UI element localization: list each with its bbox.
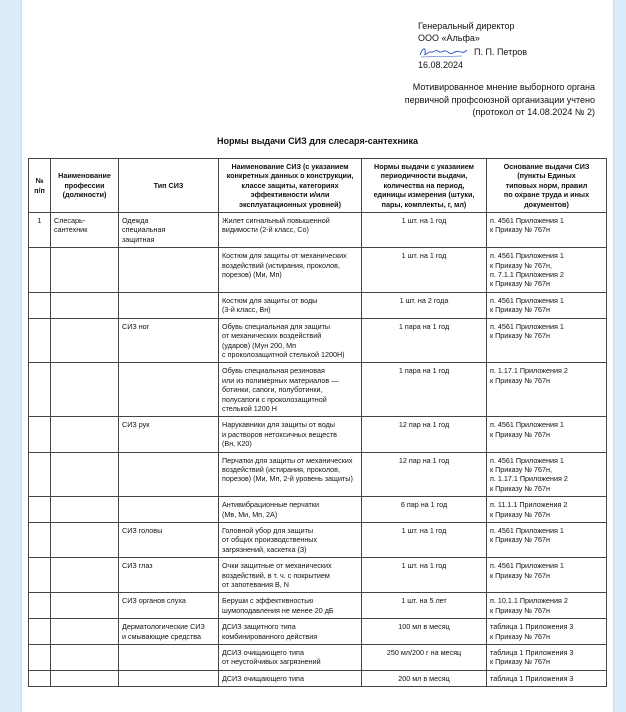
cell-basis: таблица 1 Приложения 3 bbox=[487, 670, 607, 686]
table-row bbox=[29, 645, 607, 671]
cell-profession bbox=[51, 619, 119, 645]
cell-basis: таблица 1 Приложения 3 к Приказу № 767н bbox=[487, 645, 607, 671]
norms-table bbox=[28, 158, 607, 687]
cell-ppe-name: ДСИЗ защитного типа комбинированного действия bbox=[219, 619, 362, 645]
cell-num bbox=[29, 363, 51, 417]
cell-num bbox=[29, 645, 51, 671]
header-ppe-type: Тип СИЗ bbox=[119, 159, 219, 213]
cell-num bbox=[29, 593, 51, 619]
cell-ppe-type bbox=[119, 670, 219, 686]
cell-profession bbox=[51, 318, 119, 363]
cell-profession bbox=[51, 670, 119, 686]
cell-ppe-name: Беруши с эффективностью шумоподавления не менее 20 дБ bbox=[219, 593, 362, 619]
cell-ppe-type bbox=[119, 452, 219, 497]
table-row bbox=[29, 670, 607, 686]
cell-norm: 100 мл в месяц bbox=[362, 619, 487, 645]
approval-date: 16.08.2024 bbox=[418, 60, 464, 70]
cell-ppe-type bbox=[119, 363, 219, 417]
cell-num bbox=[29, 670, 51, 686]
table-row bbox=[29, 523, 607, 558]
cell-ppe-name: Нарукавники для защиты от воды и растворов нетоксичных веществ (Вн, К20) bbox=[219, 417, 362, 452]
cell-num bbox=[29, 417, 51, 452]
cell-profession bbox=[51, 417, 119, 452]
cell-profession bbox=[51, 248, 119, 293]
cell-ppe-name: Антивибрационные перчатки (Мв, Ми, Мп, 2А) bbox=[219, 497, 362, 523]
cell-ppe-type: Дерматологические СИЗ и смывающие средства bbox=[119, 619, 219, 645]
cell-num bbox=[29, 523, 51, 558]
cell-ppe-name: Костюм для защиты от воды (3-й класс, Вн) bbox=[219, 292, 362, 318]
cell-basis: п. 4561 Приложения 1 к Приказу № 767н bbox=[487, 523, 607, 558]
approval-block bbox=[418, 20, 527, 71]
cell-ppe-type: СИЗ ног bbox=[119, 318, 219, 363]
motivated-line-3: (протокол от 14.08.2024 № 2) bbox=[472, 107, 595, 117]
cell-ppe-name: Обувь специальная для защиты от механических воздействий (ударов) (Мун 200, Мп с проколозащитной стелькой 1200Н) bbox=[219, 318, 362, 363]
cell-basis: п. 4561 Приложения 1 к Приказу № 767н bbox=[487, 417, 607, 452]
signature-line bbox=[418, 45, 527, 59]
cell-norm: 12 пар на 1 год bbox=[362, 452, 487, 497]
cell-norm: 1 шт. на 1 год bbox=[362, 523, 487, 558]
document-page bbox=[22, 0, 613, 712]
cell-basis: п. 10.1.1 Приложения 2 к Приказу № 767н bbox=[487, 593, 607, 619]
cell-norm: 1 шт. на 1 год bbox=[362, 248, 487, 293]
cell-profession: Слесарь- сантехник bbox=[51, 213, 119, 248]
cell-num bbox=[29, 558, 51, 593]
table-body bbox=[29, 213, 607, 687]
motivated-line-1: Мотивированное мнение выборного органа bbox=[412, 82, 595, 92]
header-basis: Основание выдачи СИЗ (пункты Единых типовых норм, правил по охране труда и иных документов) bbox=[487, 159, 607, 213]
cell-norm: 250 мл/200 г на месяц bbox=[362, 645, 487, 671]
cell-num bbox=[29, 497, 51, 523]
handwritten-signature bbox=[418, 45, 468, 59]
cell-basis: таблица 1 Приложения 3 к Приказу № 767н bbox=[487, 619, 607, 645]
cell-profession bbox=[51, 593, 119, 619]
cell-norm: 1 пара на 1 год bbox=[362, 318, 487, 363]
cell-norm: 12 пар на 1 год bbox=[362, 417, 487, 452]
header-profession: Наименование профессии (должности) bbox=[51, 159, 119, 213]
cell-ppe-type: СИЗ головы bbox=[119, 523, 219, 558]
cell-profession bbox=[51, 363, 119, 417]
cell-profession bbox=[51, 558, 119, 593]
cell-profession bbox=[51, 497, 119, 523]
cell-ppe-type bbox=[119, 292, 219, 318]
cell-num bbox=[29, 292, 51, 318]
cell-ppe-name: ДСИЗ очищающего типа от неустойчивых загрязнений bbox=[219, 645, 362, 671]
cell-norm: 1 шт. на 2 года bbox=[362, 292, 487, 318]
cell-basis: п. 11.1.1 Приложения 2 к Приказу № 767н bbox=[487, 497, 607, 523]
cell-norm: 1 шт. на 1 год bbox=[362, 213, 487, 248]
cell-profession bbox=[51, 292, 119, 318]
cell-basis: п. 4561 Приложения 1 к Приказу № 767н bbox=[487, 318, 607, 363]
cell-num bbox=[29, 619, 51, 645]
cell-norm: 1 шт. на 1 год bbox=[362, 558, 487, 593]
document-title: Нормы выдачи СИЗ для слесаря-сантехника bbox=[216, 136, 419, 146]
table-row bbox=[29, 497, 607, 523]
cell-num bbox=[29, 318, 51, 363]
cell-basis: п. 4561 Приложения 1 к Приказу № 767н, п. 7.1.1 Приложения 2 к Приказу № 767н bbox=[487, 248, 607, 293]
cell-norm: 1 шт. на 5 лет bbox=[362, 593, 487, 619]
header-num: № п/п bbox=[29, 159, 51, 213]
header-ppe-name: Наименование СИЗ (с указанием конкретных данных о конструкции, классе защиты, категориях эффективности и/или эксплуатационных уровней) bbox=[219, 159, 362, 213]
cell-ppe-type bbox=[119, 497, 219, 523]
cell-ppe-name: Обувь специальная резиновая или из полимерных материалов — ботинки, сапоги, полуботинки, полусапоги с проколозащитной стелькой 1200 Н bbox=[219, 363, 362, 417]
cell-profession bbox=[51, 523, 119, 558]
cell-basis: п. 4561 Приложения 1 к Приказу № 767н bbox=[487, 558, 607, 593]
cell-ppe-name: Костюм для защиты от механических воздействий (истирания, проколов, порезов) (Ми, Мп) bbox=[219, 248, 362, 293]
table-row bbox=[29, 292, 607, 318]
cell-basis: п. 1.17.1 Приложения 2 к Приказу № 767н bbox=[487, 363, 607, 417]
cell-num bbox=[29, 248, 51, 293]
table-row bbox=[29, 417, 607, 452]
cell-ppe-type bbox=[119, 645, 219, 671]
cell-num: 1 bbox=[29, 213, 51, 248]
cell-ppe-name: Головной убор для защиты от общих производственных загрязнений, каскетка (З) bbox=[219, 523, 362, 558]
cell-basis: п. 4561 Приложения 1 к Приказу № 767н bbox=[487, 213, 607, 248]
table-header-row bbox=[29, 159, 607, 213]
cell-num bbox=[29, 452, 51, 497]
cell-basis: п. 4561 Приложения 1 к Приказу № 767н, п. 1.17.1 Приложения 2 к Приказу № 767н bbox=[487, 452, 607, 497]
table-row bbox=[29, 248, 607, 293]
table-row bbox=[29, 213, 607, 248]
motivated-opinion bbox=[355, 81, 595, 119]
table-row bbox=[29, 558, 607, 593]
cell-norm: 1 пара на 1 год bbox=[362, 363, 487, 417]
cell-norm: 200 мл в месяц bbox=[362, 670, 487, 686]
table-row bbox=[29, 363, 607, 417]
approval-company: ООО «Альфа» bbox=[418, 33, 480, 43]
cell-profession bbox=[51, 645, 119, 671]
cell-profession bbox=[51, 452, 119, 497]
cell-ppe-type: Одежда специальная защитная bbox=[119, 213, 219, 248]
cell-ppe-type: СИЗ рук bbox=[119, 417, 219, 452]
table-row bbox=[29, 452, 607, 497]
cell-ppe-type: СИЗ органов слуха bbox=[119, 593, 219, 619]
approval-position: Генеральный директор bbox=[418, 21, 515, 31]
table-row bbox=[29, 593, 607, 619]
cell-ppe-type bbox=[119, 248, 219, 293]
approval-signer: П. П. Петров bbox=[474, 47, 528, 57]
cell-ppe-name: Жилет сигнальный повышенной видимости (2-й класс, Со) bbox=[219, 213, 362, 248]
cell-ppe-name: Очки защитные от механических воздействий, в т. ч. с покрытием от запотевания В, N bbox=[219, 558, 362, 593]
cell-basis: п. 4561 Приложения 1 к Приказу № 767н bbox=[487, 292, 607, 318]
cell-norm: 6 пар на 1 год bbox=[362, 497, 487, 523]
table-row bbox=[29, 619, 607, 645]
table-row bbox=[29, 318, 607, 363]
cell-ppe-type: СИЗ глаз bbox=[119, 558, 219, 593]
header-norms: Нормы выдачи с указанием периодичности выдачи, количества на период, единицы измерения (штуки, пары, комплекты, г, мл) bbox=[362, 159, 487, 213]
motivated-line-2: первичной профсоюзной организации учтено bbox=[404, 94, 595, 105]
cell-ppe-name: ДСИЗ очищающего типа bbox=[219, 670, 362, 686]
cell-ppe-name: Перчатки для защиты от механических воздействий (истирания, проколов, порезов) (Ми, Мп, 2-й уровень защиты) bbox=[219, 452, 362, 497]
